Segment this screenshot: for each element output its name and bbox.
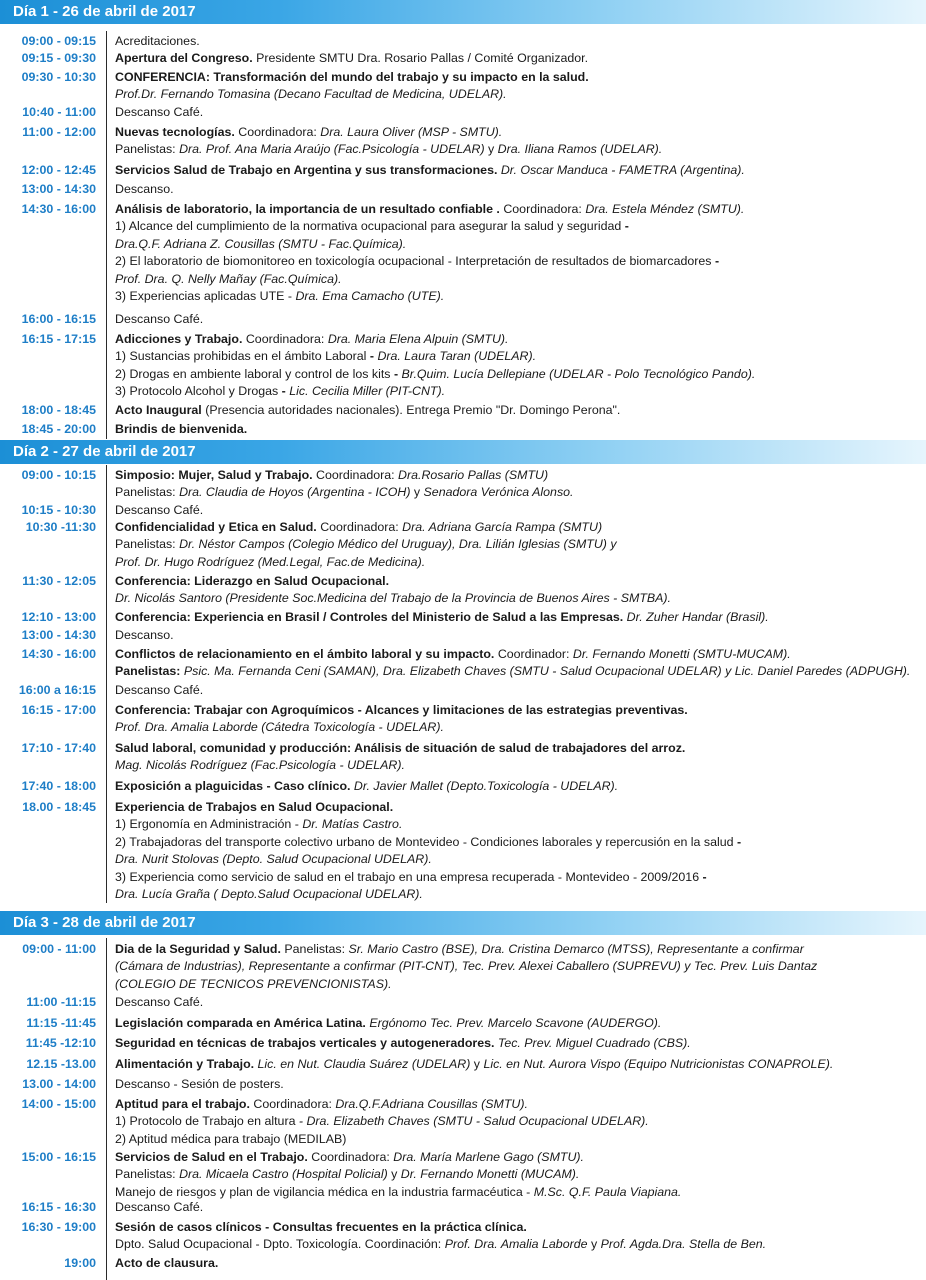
text-segment: Nuevas tecnologías. <box>115 125 235 139</box>
text-segment: Descanso Café. <box>115 1200 204 1214</box>
session-line <box>115 331 755 348</box>
session-line <box>115 757 685 774</box>
time-label: 16:15 - 17:00 <box>21 703 96 717</box>
text-segment: Dra. Iliana Ramos (UDELAR). <box>497 142 663 157</box>
session-line <box>115 311 203 328</box>
session-line <box>115 236 744 253</box>
session-line <box>115 554 617 571</box>
session-line <box>115 124 662 141</box>
text-segment: Dra. Laura Oliver (MSP - SMTU). <box>320 125 503 139</box>
text-segment: - <box>393 366 402 381</box>
text-segment: Descanso Café. <box>115 995 204 1009</box>
text-segment: Dr. Oscar Manduca - FAMETRA (Argentina). <box>497 163 745 177</box>
text-segment: y <box>387 1167 401 1182</box>
session-line <box>115 402 620 419</box>
time-label: 13:00 - 14:30 <box>21 628 96 642</box>
time-label: 18.00 - 18:45 <box>22 800 96 814</box>
session-line <box>115 682 203 699</box>
session-description <box>115 1096 649 1148</box>
text-segment: Legislación comparada en América Latina. <box>115 1016 366 1030</box>
text-segment: Brindis de bienvenida. <box>115 422 248 436</box>
session-line <box>115 1015 661 1032</box>
text-segment: Dra. Lucía Graña ( Depto.Salud Ocupacional UDELAR). <box>115 886 423 901</box>
session-line <box>115 719 688 736</box>
day-header: Día 1 - 26 de abril de 2017 <box>0 0 926 24</box>
text-segment: 1) Sustancias prohibidas en el ámbito Laboral <box>115 349 370 364</box>
text-segment: Dr. Javier Mallet (Depto.Toxicología - UDELAR). <box>350 779 619 793</box>
session-line <box>115 484 573 501</box>
session-description <box>115 646 910 681</box>
session-line <box>115 502 203 519</box>
text-segment: Servicios Salud de Trabajo en Argentina y sus transformaciones. <box>115 163 498 177</box>
session-description <box>115 1149 681 1201</box>
text-segment: Panelistas: <box>115 537 180 552</box>
session-line <box>115 573 671 590</box>
session-line <box>115 1056 833 1073</box>
text-segment: Prof.Dr. Fernando Tomasina (Decano Facultad de Medicina, UDELAR). <box>115 87 507 102</box>
text-segment: Dr. Néstor Campos (Colegio Médico del Uruguay), Dra. Lilián Iglesias (SMTU) y <box>179 537 617 552</box>
text-segment: Descanso. <box>115 628 174 642</box>
text-segment: 3) Experiencias aplicadas UTE - <box>115 288 296 303</box>
text-segment: 2) Drogas en ambiente laboral y control de los kits <box>115 366 394 381</box>
text-segment: Dra.Q.F. Adriana Z. Cousillas (SMTU - Fac.Química). <box>115 236 407 251</box>
text-segment: Aptitud para el trabajo. <box>115 1097 250 1111</box>
text-segment: Dra. Nurit Stolovas (Depto. Salud Ocupacional UDELAR). <box>115 852 432 867</box>
session-line <box>115 1076 284 1093</box>
text-segment: - Dra. Elizabeth Chaves (SMTU - Salud Ocupacional UDELAR). <box>298 1114 649 1129</box>
text-segment: Acto Inaugural <box>115 403 202 417</box>
session-line <box>115 646 910 663</box>
session-line <box>115 1035 691 1052</box>
text-segment: Prof. Dra. Amalia Laborde <box>444 1237 588 1252</box>
text-segment: Panelistas: <box>115 664 181 679</box>
text-segment: Confidencialidad y Etica en Salud. <box>115 520 317 534</box>
text-segment: Prof. Dr. Hugo Rodríguez (Med.Legal, Fac.de Medicina). <box>115 554 426 569</box>
text-segment: Coordinadora: <box>499 202 586 216</box>
text-segment: Coordinadora: <box>307 1150 394 1164</box>
text-segment: 1) Protocolo de Trabajo en altura <box>115 1114 299 1129</box>
session-description <box>115 402 620 419</box>
session-line <box>115 536 617 553</box>
day-header: Día 2 - 27 de abril de 2017 <box>0 440 926 464</box>
text-segment: Coordinador: <box>494 647 573 661</box>
time-label: 11:15 -11:45 <box>26 1016 96 1030</box>
text-segment: Dra. Estela Méndez (SMTU). <box>585 202 745 216</box>
text-segment: Descanso. <box>115 182 174 196</box>
text-segment: Conferencia: Experiencia en Brasil / Controles del Ministerio de Salud a las Empresas. <box>115 610 624 624</box>
time-label: 12:10 - 13:00 <box>21 610 96 624</box>
session-line <box>115 886 741 903</box>
session-line <box>115 383 755 400</box>
text-segment: Lic. Cecilia Miller (PIT-CNT). <box>289 384 446 399</box>
time-label: 14:30 - 16:00 <box>21 202 96 216</box>
session-description <box>115 181 174 198</box>
text-segment: Coordinadora: <box>234 125 321 139</box>
text-segment: Análisis de laboratorio, la importancia de un resultado confiable . <box>115 202 500 216</box>
session-line <box>115 869 741 886</box>
session-line <box>115 1219 766 1236</box>
session-line <box>115 1199 203 1216</box>
text-segment: Descanso Café. <box>115 105 204 119</box>
session-description <box>115 50 588 67</box>
text-segment: Conferencia: Liderazgo en Salud Ocupacional. <box>115 574 390 588</box>
text-segment: Manejo de riesgos y plan de vigilancia médica en la industria farmacéutica - <box>115 1184 534 1199</box>
time-label: 14:30 - 16:00 <box>21 647 96 661</box>
text-segment: Alimentación y Trabajo. <box>115 1057 255 1071</box>
text-segment: Dia de la Seguridad y Salud. <box>115 942 281 956</box>
session-description <box>115 994 203 1011</box>
text-segment: (COLEGIO DE TECNICOS PREVENCIONISTAS). <box>115 976 392 991</box>
text-segment: 2) El laboratorio de biomonitoreo en toxicología ocupacional - Interpretación de resultados de biomarcadores <box>115 254 715 269</box>
session-line <box>115 627 174 644</box>
session-description <box>115 467 573 502</box>
session-description <box>115 1015 661 1032</box>
session-line <box>115 799 741 816</box>
time-label: 19:00 <box>64 1256 96 1270</box>
session-line <box>115 778 618 795</box>
time-label: 10:40 - 11:00 <box>22 105 96 119</box>
divider-line <box>106 938 107 1280</box>
session-line <box>115 994 203 1011</box>
session-line <box>115 1131 649 1148</box>
text-segment: Dra. María Marlene Gago (SMTU). <box>393 1150 584 1164</box>
session-line <box>115 33 200 50</box>
session-description <box>115 1056 833 1073</box>
text-segment: Coordinadora: <box>249 1097 336 1111</box>
session-line <box>115 288 744 305</box>
session-line <box>115 941 817 958</box>
text-segment: - <box>624 219 629 234</box>
text-segment: Dra. Prof. Ana Maria Araújo (Fac.Psicología - UDELAR) <box>179 142 485 157</box>
session-line <box>115 976 817 993</box>
text-segment: Dra. Laura Taran (UDELAR). <box>377 349 537 364</box>
text-segment: Dra. Claudia de Hoyos (Argentina - ICOH) <box>179 485 411 500</box>
time-label: 16:15 - 17:15 <box>21 332 96 346</box>
session-description <box>115 1199 203 1216</box>
text-segment: Tec. Prev. Miguel Cuadrado (CBS). <box>494 1036 691 1050</box>
text-segment: Apertura del Congreso. <box>115 51 253 65</box>
text-segment: Mag. Nicolás Rodríguez (Fac.Psicología - UDELAR). <box>115 758 405 773</box>
text-segment: Panelistas: <box>280 942 349 956</box>
time-label: 16:15 - 16:30 <box>21 1200 96 1214</box>
text-segment: Presidente SMTU Dra. Rosario Pallas / Comité Organizador. <box>252 51 589 65</box>
text-segment: Panelistas: <box>115 485 180 500</box>
time-label: 18:00 - 18:45 <box>21 403 96 417</box>
text-segment: Panelistas: <box>115 1167 180 1182</box>
session-line <box>115 519 617 536</box>
text-segment: CONFERENCIA: Transformación del mundo del trabajo y su impacto en la salud. <box>115 70 589 84</box>
time-label: 15:00 - 16:15 <box>21 1150 96 1164</box>
session-description <box>115 682 203 699</box>
session-line <box>115 162 745 179</box>
text-segment: Psic. Ma. Fernanda Ceni (SAMAN), Dra. Elizabeth Chaves (SMTU - Salud Ocupacional UDELAR) y Lic. Daniel Paredes (ADPUGH). <box>180 664 911 679</box>
session-line <box>115 86 589 103</box>
time-label: 16:30 - 19:00 <box>21 1220 96 1234</box>
session-line <box>115 1166 681 1183</box>
text-segment: 2) Aptitud médica para trabajo (MEDILAB) <box>115 1131 347 1146</box>
session-line <box>115 421 247 438</box>
session-line <box>115 1149 681 1166</box>
text-segment: - <box>736 834 742 849</box>
session-line <box>115 1113 649 1130</box>
time-label: 16:00 a 16:15 <box>18 683 96 697</box>
text-segment: Dpto. Salud Ocupacional - Dpto. Toxicología. Coordinación: <box>115 1237 445 1252</box>
time-label: 10:30 -11:30 <box>25 520 96 534</box>
session-description <box>115 124 662 159</box>
session-line <box>115 201 744 218</box>
text-segment: y <box>484 142 498 157</box>
session-line <box>115 816 741 833</box>
time-label: 09:00 - 09:15 <box>21 34 96 48</box>
text-segment: Conflictos de relacionamiento en el ámbito laboral y su impacto. <box>115 647 495 661</box>
time-label: 11:00 -11:15 <box>26 995 96 1009</box>
time-label: 17:40 - 18:00 <box>21 779 96 793</box>
time-label: 09:30 - 10:30 <box>21 70 96 84</box>
session-line <box>115 1096 649 1113</box>
session-line <box>115 958 817 975</box>
session-line <box>115 69 589 86</box>
text-segment: - <box>714 254 720 269</box>
text-segment: Dra.Q.F.Adriana Cousillas (SMTU). <box>335 1097 528 1111</box>
session-description <box>115 1219 766 1254</box>
text-segment: Exposición a plaguicidas - Caso clínico. <box>115 779 351 793</box>
session-description <box>115 573 671 608</box>
time-label: 12.15 -13.00 <box>26 1057 96 1071</box>
session-line <box>115 253 744 270</box>
text-segment: Acto de clausura. <box>115 1256 219 1270</box>
text-segment: 2) Trabajadoras del transporte colectivo urbano de Montevideo - Condiciones laborales y repercusión en la salud <box>115 834 737 849</box>
time-label: 12:00 - 12:45 <box>21 163 96 177</box>
session-line <box>115 50 588 67</box>
text-segment: Adicciones y Trabajo. <box>115 332 243 346</box>
text-segment: 3) Protocolo Alcohol y Drogas <box>115 384 282 399</box>
session-description <box>115 799 741 903</box>
time-label: 18:45 - 20:00 <box>21 422 96 436</box>
session-description <box>115 69 589 104</box>
time-label: 11:30 - 12:05 <box>22 574 96 588</box>
session-description <box>115 421 247 438</box>
text-segment: Senadora Verónica Alonso. <box>423 485 574 500</box>
text-segment: Descanso Café. <box>115 312 204 326</box>
text-segment: 1) Alcance del cumplimiento de la normativa ocupacional para asegurar la salud y seguridad <box>115 219 625 234</box>
text-segment: Simposio: Mujer, Salud y Trabajo. <box>115 468 313 482</box>
text-segment: y <box>587 1237 601 1252</box>
session-description <box>115 740 685 775</box>
session-description <box>115 609 769 626</box>
text-segment: Ergónomo Tec. Prev. Marcelo Scavone (AUDERGO). <box>365 1016 662 1030</box>
text-segment: 3) Experiencia como servicio de salud en el trabajo en una empresa recuperada - Montevideo - 2009/2016 <box>115 869 703 884</box>
text-segment: Seguridad en técnicas de trabajos verticales y autogeneradores. <box>115 1036 495 1050</box>
day-header: Día 3 - 28 de abril de 2017 <box>0 911 926 935</box>
text-segment: Salud laboral, comunidad y producción: Análisis de situación de salud de trabajadores del arroz. <box>115 741 686 755</box>
session-description <box>115 162 745 179</box>
text-segment: Panelistas: <box>115 142 180 157</box>
text-segment: y <box>410 485 424 500</box>
session-line <box>115 218 744 235</box>
session-line <box>115 740 685 757</box>
session-line <box>115 348 755 365</box>
time-label: 10:15 - 10:30 <box>21 503 96 517</box>
session-line <box>115 141 662 158</box>
text-segment: Prof. Agda.Dra. Stella de Ben. <box>600 1237 767 1252</box>
session-description <box>115 941 817 993</box>
session-description <box>115 1076 284 1093</box>
text-segment: Dr. Fernando Monetti (MUCAM). <box>400 1167 580 1182</box>
session-description <box>115 519 617 571</box>
session-description <box>115 627 174 644</box>
text-segment: Dra. Micaela Castro (Hospital Policial) <box>179 1167 388 1182</box>
session-line <box>115 609 769 626</box>
time-label: 17:10 - 17:40 <box>21 741 96 755</box>
time-label: 11:45 -12:10 <box>25 1036 96 1050</box>
session-line <box>115 663 910 680</box>
text-segment: (Presencia autoridades nacionales). Entrega Premio "Dr. Domingo Perona". <box>201 403 621 417</box>
text-segment: - <box>702 869 707 884</box>
text-segment: Prof. Dra. Q. Nelly Mañay (Fac.Química). <box>115 271 342 286</box>
text-segment: Acreditaciones. <box>115 34 200 48</box>
text-segment: Lic. en Nut. Aurora Vispo (Equipo Nutricionistas CONAPROLE). <box>483 1057 834 1071</box>
text-segment: Lic. en Nut. Claudia Suárez (UDELAR) <box>254 1057 471 1071</box>
time-label: 13.00 - 14:00 <box>22 1077 96 1091</box>
session-description <box>115 201 744 305</box>
session-line <box>115 366 755 383</box>
text-segment: Dra. Ema Camacho (UTE). <box>295 288 445 303</box>
session-description <box>115 33 200 50</box>
text-segment: Coordinadora: <box>242 332 328 346</box>
text-segment: Dr. Fernando Monetti (SMTU-MUCAM). <box>572 647 791 661</box>
session-description <box>115 104 203 121</box>
time-label: 09:00 - 11:00 <box>22 942 96 956</box>
divider-line <box>106 465 107 903</box>
text-segment: Dra.Rosario Pallas (SMTU) <box>398 468 549 482</box>
text-segment: - <box>369 349 378 364</box>
text-segment: Sr. Mario Castro (BSE), Dra. Cristina Demarco (MTSS), Representante a confirmar <box>348 942 804 956</box>
text-segment: M.Sc. Q.F. Paula Viapiana. <box>533 1184 682 1199</box>
text-segment: (Cámara de Industrias), Representante a confirmar (PIT-CNT), Tec. Prev. Alexei Caballero (SUPREVU) y Tec. Prev. Luis Dantaz <box>115 959 818 974</box>
text-segment: Descanso - Sesión de posters. <box>115 1077 284 1091</box>
text-segment: Sesión de casos clínicos - Consultas frecuentes en la práctica clínica. <box>115 1220 527 1234</box>
session-line <box>115 1236 766 1253</box>
text-segment: - <box>281 384 290 399</box>
session-description <box>115 1255 218 1272</box>
text-segment: Prof. Dra. Amalia Laborde (Cátedra Toxicología - UDELAR). <box>115 720 444 735</box>
session-line <box>115 702 688 719</box>
text-segment: Descanso Café. <box>115 683 204 697</box>
text-segment: Conferencia: Trabajar con Agroquímicos - Alcances y limitaciones de las estrategias preventivas. <box>115 703 688 717</box>
time-label: 09:15 - 09:30 <box>21 51 96 65</box>
text-segment: Br.Quim. Lucía Dellepiane (UDELAR - Polo Tecnológico Pando). <box>401 366 756 381</box>
divider-line <box>106 31 107 439</box>
time-label: 14:00 - 15:00 <box>21 1097 96 1111</box>
session-line <box>115 834 741 851</box>
text-segment: Descanso Café. <box>115 503 204 517</box>
text-segment: Dra. Maria Elena Alpuin (SMTU). <box>327 332 509 346</box>
text-segment: Coordinadora: <box>316 520 403 534</box>
session-description <box>115 502 203 519</box>
session-description <box>115 702 688 737</box>
text-segment: Dra. Adriana García Rampa (SMTU) <box>402 520 603 534</box>
session-description <box>115 331 755 401</box>
session-description <box>115 778 618 795</box>
time-label: 13:00 - 14:30 <box>21 182 96 196</box>
session-description <box>115 311 203 328</box>
text-segment: y <box>470 1057 484 1071</box>
time-label: 09:00 - 10:15 <box>21 468 96 482</box>
text-segment: Coordinadora: <box>312 468 399 482</box>
session-line <box>115 1255 218 1272</box>
time-label: 11:00 - 12:00 <box>22 125 96 139</box>
session-description <box>115 1035 691 1052</box>
session-line <box>115 590 671 607</box>
session-line <box>115 104 203 121</box>
text-segment: Experiencia de Trabajos en Salud Ocupacional. <box>115 800 394 814</box>
text-segment: Dr. Zuher Handar (Brasil). <box>623 610 769 624</box>
time-label: 16:00 - 16:15 <box>21 312 96 326</box>
text-segment: Dr. Matías Castro. <box>302 817 403 832</box>
session-line <box>115 467 573 484</box>
text-segment: 1) Ergonomía en Administración - <box>115 817 303 832</box>
text-segment: Dr. Nicolás Santoro (Presidente Soc.Medicina del Trabajo de la Provincia de Buenos Aires - SMTBA). <box>115 591 671 606</box>
session-line <box>115 271 744 288</box>
session-line <box>115 851 741 868</box>
session-line <box>115 181 174 198</box>
text-segment: Servicios de Salud en el Trabajo. <box>115 1150 308 1164</box>
